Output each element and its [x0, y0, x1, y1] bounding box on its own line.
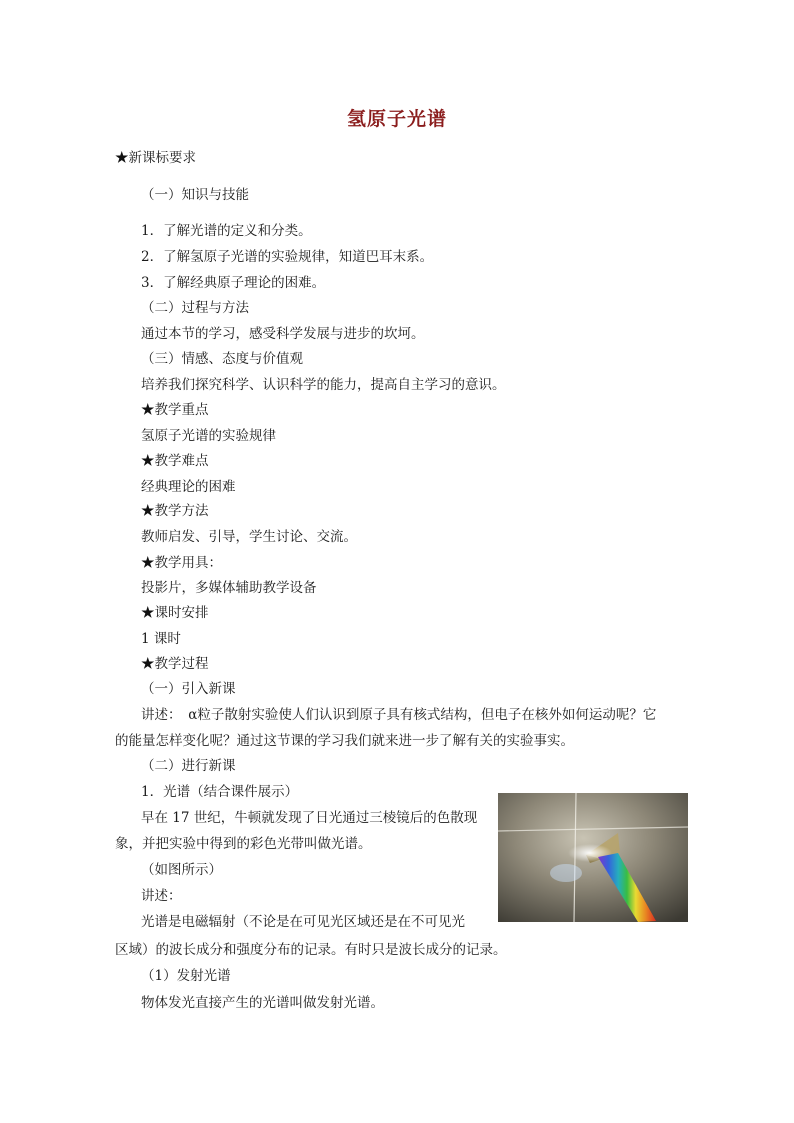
paragraph: 讲述：: [141, 888, 182, 904]
paragraph: 早在 17 世纪，牛顿就发现了日光通过三棱镜后的色散现: [141, 810, 478, 826]
heading-text: 新课标要求: [128, 150, 196, 166]
subsection-new-lesson: （二）进行新课: [141, 758, 236, 774]
section-heading-key-points: [141, 400, 209, 420]
paragraph: 讲述： α粒子散射实验使人们认识到原子具有核式结构，但电子在核外如何运动呢？它: [141, 707, 657, 723]
heading-text: 教学难点: [154, 453, 209, 469]
heading-text: 教学方法: [154, 503, 209, 519]
paragraph: （如图所示）: [141, 862, 222, 878]
heading-text: 教学用具：: [154, 555, 222, 571]
section-heading-methods: [141, 501, 209, 521]
paragraph: 区域）的波长成分和强度分布的记录。有时只是波长成分的记录。: [115, 942, 507, 958]
paragraph: 经典理论的困难: [141, 479, 236, 495]
subsection-intro: （一）引入新课: [141, 681, 236, 697]
heading-text: 教学过程: [154, 656, 209, 672]
paragraph: 教师启发、引导，学生讨论、交流。: [141, 529, 357, 545]
paragraph: 氢原子光谱的实验规律: [141, 428, 276, 444]
section-heading-requirements: [115, 148, 196, 168]
paragraph: 培养我们探究科学、认识科学的能力，提高自主学习的意识。: [141, 377, 506, 393]
heading-text: 课时安排: [154, 605, 209, 621]
heading-text: 教学重点: [154, 402, 209, 418]
prism-dispersion-photo: [498, 793, 688, 922]
paragraph: 的能量怎样变化呢？通过这节课的学习我们就来进一步了解有关的实验事实。: [115, 733, 574, 749]
list-item: 3．了解经典原子理论的困难。: [141, 275, 326, 291]
paragraph: 通过本节的学习，感受科学发展与进步的坎坷。: [141, 326, 425, 342]
subsection-emission-spectrum: （1）发射光谱: [141, 968, 231, 984]
section-heading-schedule: [141, 603, 209, 623]
list-item: 1．了解光谱的定义和分类。: [141, 223, 312, 239]
section-heading-process: [141, 654, 209, 674]
section-heading-tools: [141, 553, 222, 573]
subsection-spectrum: 1．光谱（结合课件展示）: [141, 784, 299, 800]
paragraph: 光谱是电磁辐射（不论是在可见光区域还是在不可见光: [141, 914, 465, 930]
subsection-knowledge: （一）知识与技能: [141, 187, 249, 203]
paragraph: 物体发光直接产生的光谱叫做发射光谱。: [141, 995, 384, 1011]
paragraph: 投影片，多媒体辅助教学设备: [141, 580, 317, 596]
subsection-attitude: （三）情感、态度与价值观: [141, 351, 303, 367]
document-title: 氢原子光谱: [346, 108, 447, 130]
paragraph: 1 课时: [141, 631, 181, 647]
list-item: 2．了解氢原子光谱的实验规律，知道巴耳末系。: [141, 249, 434, 265]
section-heading-difficulties: [141, 451, 209, 471]
subsection-process: （二）过程与方法: [141, 300, 249, 316]
paragraph: 象，并把实验中得到的彩色光带叫做光谱。: [115, 836, 372, 852]
